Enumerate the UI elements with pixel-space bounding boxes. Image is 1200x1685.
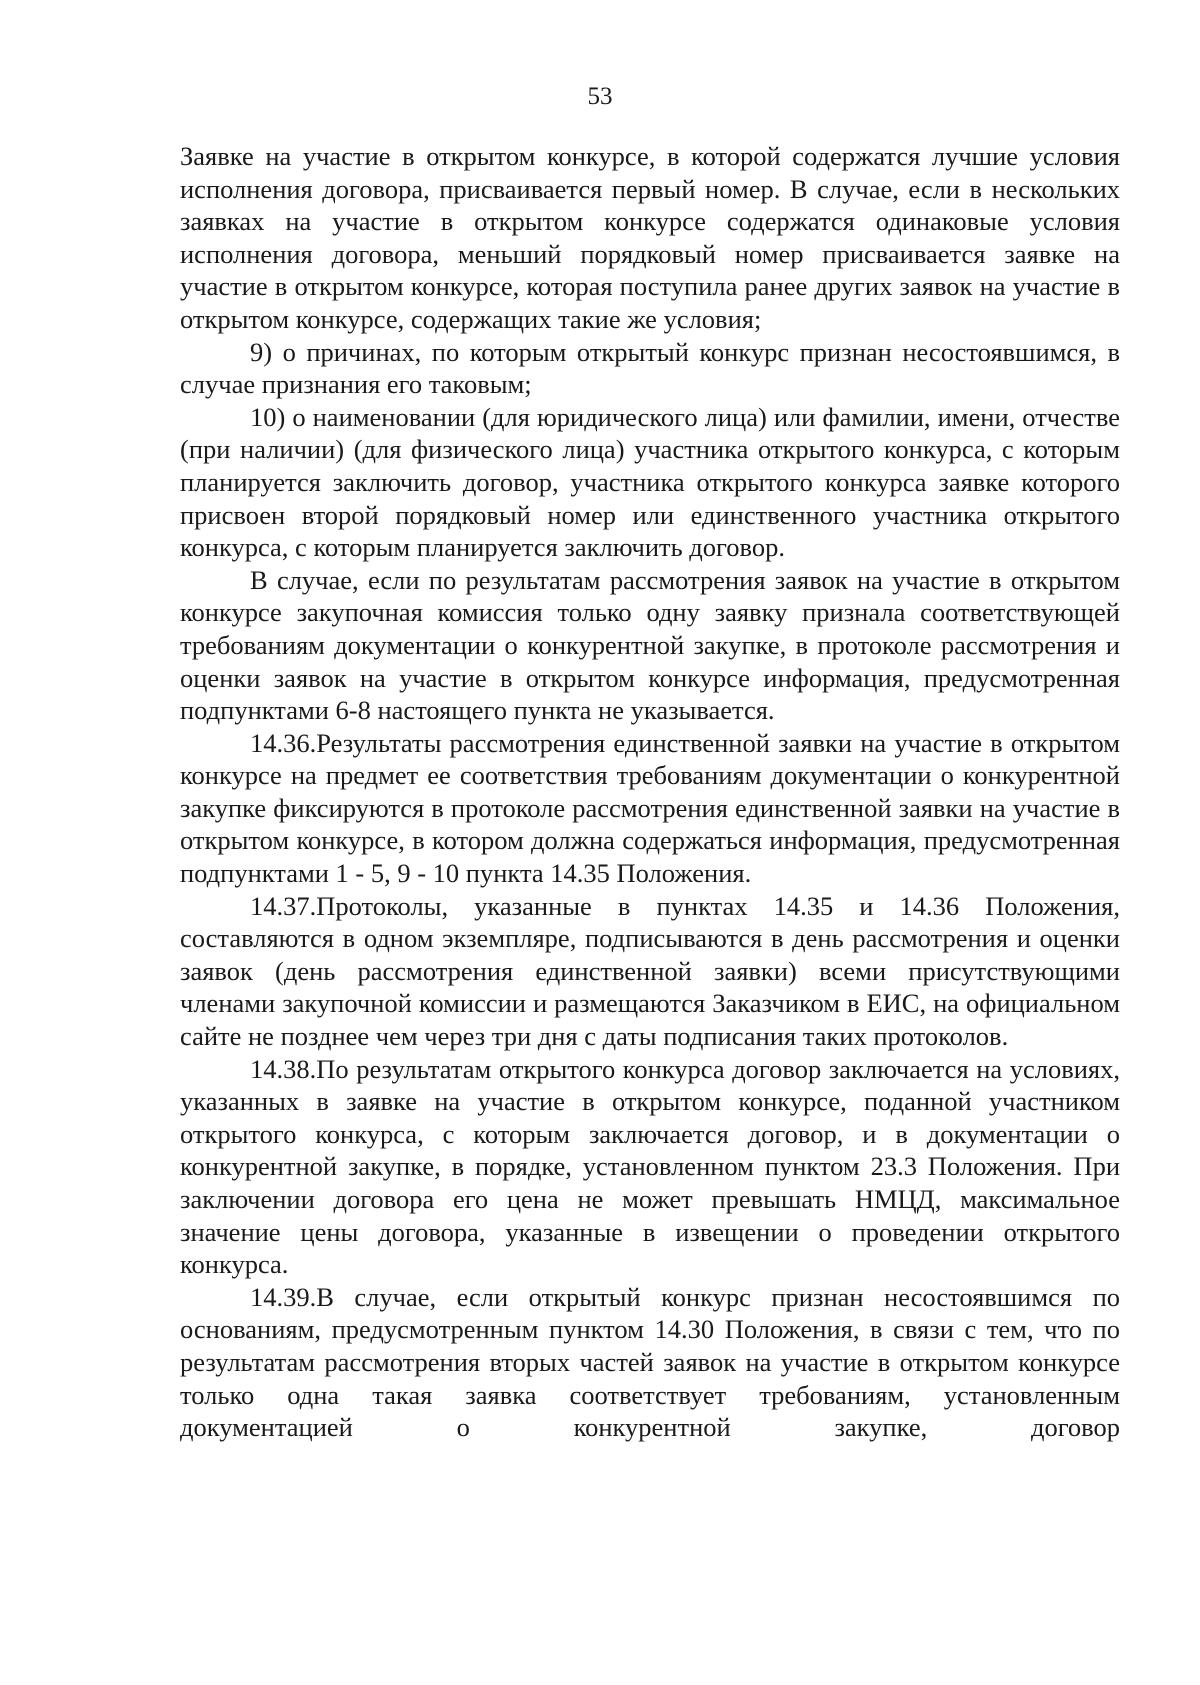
paragraph-14-38: 14.38.По результатам открытого конкурса договор заключается на условиях, указанных в заявке на участие в открытом конкурсе, поданной участником открытого конкурса, с которым заключается договор, и в документации о конкурентной закупке, в порядке, установленном пунктом 23.3 Положения. При заключении договора его цена не может превышать НМЦД, максимальное значение цены договора, указанные в извещении о проведении открытого конкурса. (180, 1053, 1120, 1280)
page-number: 53 (587, 83, 613, 110)
paragraph-continuation: Заявке на участие в открытом конкурсе, в которой содержатся лучшие условия исполнения договора, присваивается первый номер. В случае, если в нескольких заявках на участие в открытом конкурсе содержатся одинаковые условия исполнения договора, меньший порядковый номер присваивается заявке на участие в открытом конкурсе, которая поступила ранее других заявок на участие в открытом конкурсе, содержащих такие же условия; (180, 141, 1120, 334)
document-body (180, 140, 1120, 1444)
paragraph-14-36: 14.36.Результаты рассмотрения единственной заявки на участие в открытом конкурсе на предмет ее соответствия требованиям документации о конкурентной закупке фиксируются в протоколе рассмотрения единственной заявки на участие в открытом конкурсе, в котором должна содержаться информация, предусмотренная подпунктами 1 - 5, 9 - 10 пункта 14.35 Положения. (180, 727, 1120, 889)
paragraph-14-37: 14.37.Протоколы, указанные в пунктах 14.35 и 14.36 Положения, составляются в одном экземпляре, подписываются в день рассмотрения и оценки заявок (день рассмотрения единственной заявки) всеми присутствующими членами закупочной комиссии и размещаются Заказчиком в ЕИС, на официальном сайте не позднее чем через три дня с даты подписания таких протоколов. (180, 890, 1120, 1052)
paragraph-item-10: 10) о наименовании (для юридического лица) или фамилии, имени, отчестве (при наличии) (для физического лица) участника открытого конкурса, с которым планируется заключить договор, участника открытого конкурса заявке которого присвоен второй порядковый номер или единственного участника открытого конкурса, с которым планируется заключить договор. (180, 401, 1120, 563)
paragraph-14-39: 14.39.В случае, если открытый конкурс признан несостоявшимся по основаниям, предусмотренным пунктом 14.30 Положения, в связи с тем, что по результатам рассмотрения вторых частей заявок на участие в открытом конкурсе только одна такая заявка соответствует требованиям, установленным документацией о конкурентной закупке, договор (180, 1281, 1120, 1443)
paragraph-single-bid-note: В случае, если по результатам рассмотрения заявок на участие в открытом конкурсе закупочная комиссия только одну заявку признала соответствующей требованиям документации о конкурентной закупке, в протоколе рассмотрения и оценки заявок на участие в открытом конкурсе информация, предусмотренная подпунктами 6-8 настоящего пункта не указывается. (180, 564, 1120, 726)
paragraph-item-9: 9) о причинах, по которым открытый конкурс признан несостоявшимся, в случае признания его таковым; (180, 336, 1120, 400)
